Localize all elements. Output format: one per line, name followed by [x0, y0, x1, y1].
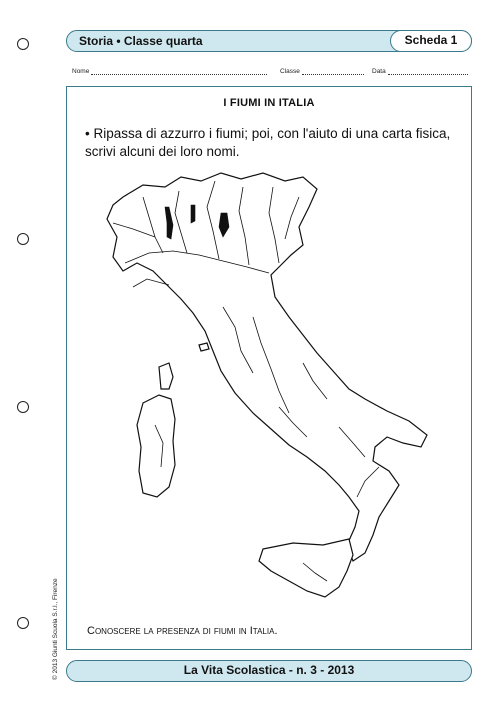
- binder-hole: [17, 38, 29, 50]
- class-label: Classe: [280, 68, 300, 75]
- footer-bar: La Vita Scolastica - n. 3 - 2013: [66, 660, 472, 682]
- binder-hole: [17, 617, 29, 629]
- sheet-number: Scheda 1: [390, 30, 472, 52]
- sardinia-outline: [137, 395, 175, 497]
- copyright-notice: © 2013 Giunti Scuola S.r.l., Firenze: [52, 578, 59, 680]
- worksheet-frame: [66, 86, 472, 650]
- italy-rivers-map: [103, 167, 433, 607]
- learning-objective: Conoscere la presenza di fiumi in Italia.: [87, 625, 278, 637]
- date-label: Data: [372, 68, 386, 75]
- sicily-outline: [259, 539, 353, 597]
- name-label: Nome: [72, 68, 90, 75]
- class-field[interactable]: [302, 68, 364, 75]
- instruction-text: • Ripassa di azzurro i fiumi; poi, con l'aiuto di una carta fisica, scrivi alcuni dei loro nomi.: [85, 126, 451, 159]
- binder-hole: [17, 401, 29, 413]
- elba-outline: [199, 343, 209, 351]
- name-field[interactable]: [91, 68, 267, 75]
- worksheet-title: I FIUMI IN ITALIA: [223, 97, 315, 109]
- corsica-outline: [159, 363, 173, 389]
- binder-hole: [17, 233, 29, 245]
- header-bar: [66, 30, 472, 52]
- subject-label: Storia • Classe quarta: [79, 34, 203, 48]
- lake-como: [191, 205, 195, 223]
- italy-mainland-outline: [107, 173, 427, 561]
- date-field[interactable]: [388, 68, 468, 75]
